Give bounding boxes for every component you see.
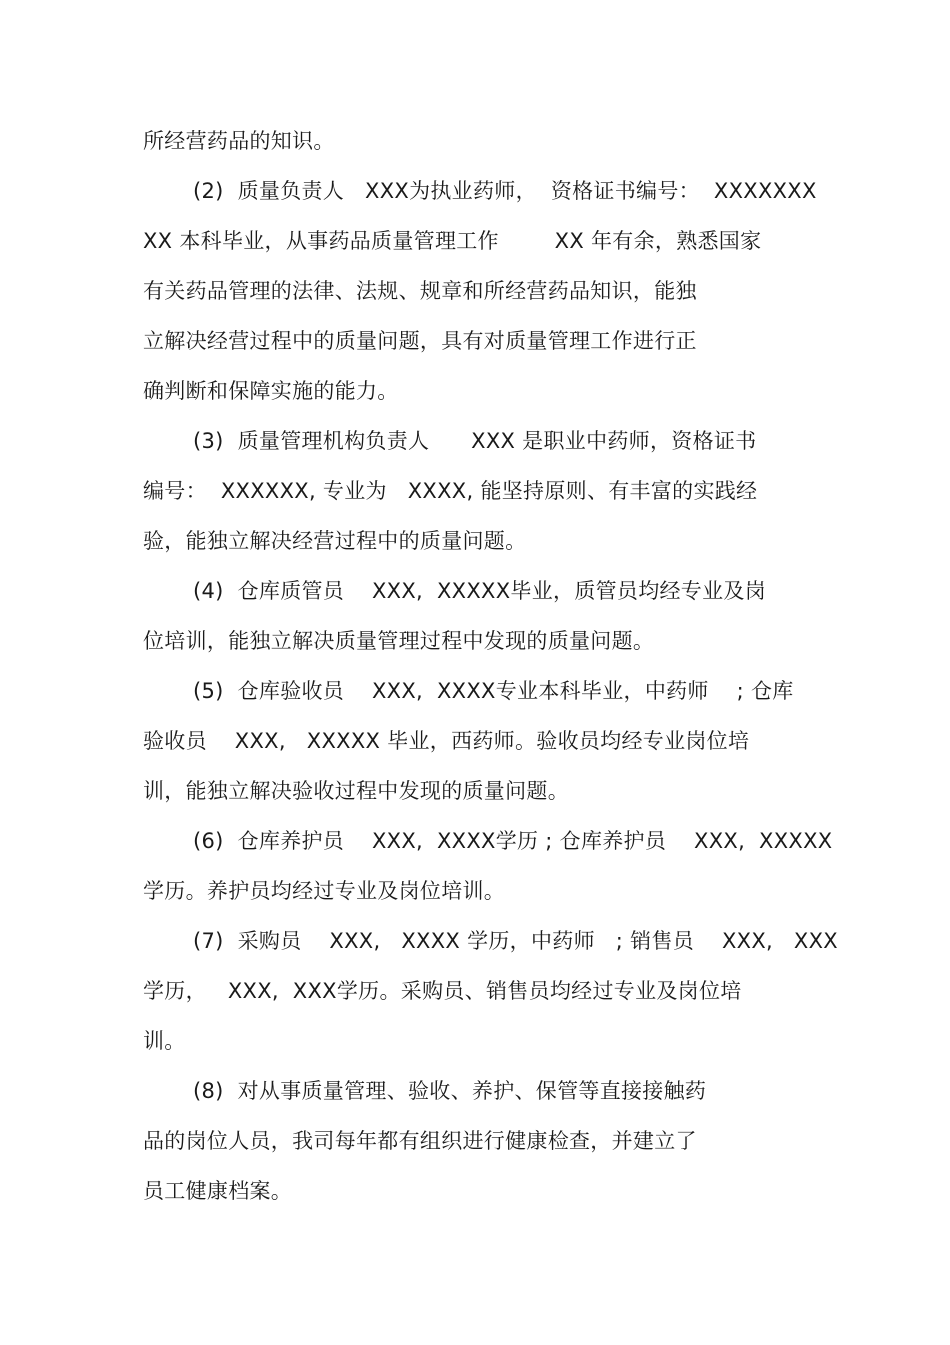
paragraph-3-start: (3) 质量管理机构负责人 XXX 是职业中药师，资格证书 bbox=[193, 429, 757, 453]
text-line: 确判断和保障实施的能力。 bbox=[143, 379, 399, 403]
text-line: 学历， XXX, XXX学历。采购员、销售员均经过专业及岗位培 bbox=[143, 979, 742, 1003]
text-line: 训。 bbox=[143, 1029, 186, 1053]
paragraph-5-start: (5) 仓库验收员 XXX, XXXX专业本科毕业，中药师 ; 仓库 bbox=[193, 679, 794, 703]
paragraph-6-start: (6) 仓库养护员 XXX, XXXX学历 ; 仓库养护员 XXX, XXXXX bbox=[193, 829, 833, 853]
text-line: 编号： XXXXXX, 专业为 XXXX, 能坚持原则、有丰富的实践经 bbox=[143, 479, 758, 503]
text-line: 学历。养护员均经过专业及岗位培训。 bbox=[143, 879, 506, 903]
text-line: 验收员 XXX, XXXXX 毕业，西药师。验收员均经专业岗位培 bbox=[143, 729, 750, 753]
paragraph-4-start: (4) 仓库质管员 XXX, XXXXX毕业，质管员均经专业及岗 bbox=[193, 579, 767, 603]
paragraph-8-start: (8) 对从事质量管理、验收、养护、保管等直接接触药 bbox=[193, 1079, 707, 1103]
text-line: 有关药品管理的法律、法规、规章和所经营药品知识，能独 bbox=[143, 279, 697, 303]
text-line: XX 本科毕业，从事药品质量管理工作 XX 年有余，熟悉国家 bbox=[143, 229, 762, 253]
text-line: 品的岗位人员，我司每年都有组织进行健康检查，并建立了 bbox=[143, 1129, 697, 1153]
text-line: 所经营药品的知识。 bbox=[143, 129, 335, 153]
text-line: 位培训，能独立解决质量管理过程中发现的质量问题。 bbox=[143, 629, 655, 653]
text-line: 立解决经营过程中的质量问题，具有对质量管理工作进行正 bbox=[143, 329, 697, 353]
paragraph-7-start: (7) 采购员 XXX, XXXX 学历，中药师 ; 销售员 XXX, XXX bbox=[193, 929, 838, 953]
paragraph-2-start: (2) 质量负责人 XXX为执业药师， 资格证书编号： XXXXXXX bbox=[193, 179, 817, 203]
text-line: 验，能独立解决经营过程中的质量问题。 bbox=[143, 529, 527, 553]
text-line: 训，能独立解决验收过程中发现的质量问题。 bbox=[143, 779, 569, 803]
text-line: 员工健康档案。 bbox=[143, 1179, 293, 1203]
